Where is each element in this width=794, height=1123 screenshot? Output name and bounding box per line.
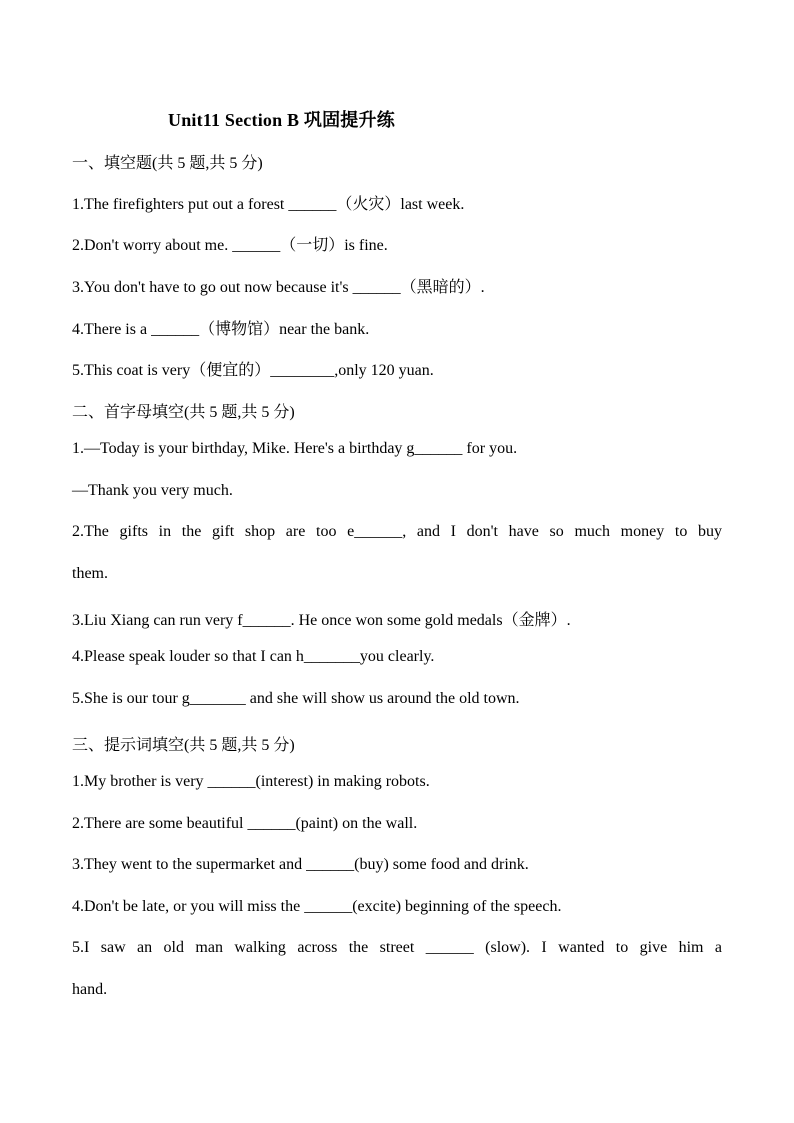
question-line: 4.There is a ______（博物馆）near the bank.: [72, 321, 370, 338]
section-heading-hint-word: 三、提示词填空(共 5 题,共 5 分): [72, 737, 295, 754]
question-line: hand.: [72, 981, 108, 998]
question-line: 1.My brother is very ______(interest) in making robots.: [72, 773, 430, 790]
question-line: 2.There are some beautiful ______(paint) on the wall.: [72, 815, 418, 832]
question-line: 1.The firefighters put out a forest ______（火灾）last week.: [72, 196, 465, 213]
section-heading-fill-blank: 一、填空题(共 5 题,共 5 分): [72, 155, 263, 172]
question-line: 5.I saw an old man walking across the street ______ (slow). I wanted to give him a: [72, 939, 722, 956]
question-line: 3.They went to the supermarket and ______(buy) some food and drink.: [72, 856, 529, 873]
page-title: Unit11 Section B 巩固提升练: [168, 110, 395, 130]
question-line: 3.Liu Xiang can run very f______. He once won some gold medals（金牌）.: [72, 612, 571, 629]
question-line: 5.This coat is very（便宜的）________,only 120 yuan.: [72, 362, 434, 379]
question-line: 2.The gifts in the gift shop are too e______, and I don't have so much money to buy: [72, 523, 722, 540]
question-line: —Thank you very much.: [72, 482, 233, 499]
question-line: 5.She is our tour g_______ and she will show us around the old town.: [72, 690, 520, 707]
question-line: 3.You don't have to go out now because it's ______（黑暗的）.: [72, 279, 485, 296]
question-line: them.: [72, 565, 108, 582]
question-line: 1.—Today is your birthday, Mike. Here's a birthday g______ for you.: [72, 440, 518, 457]
question-line: 2.Don't worry about me. ______（一切）is fine.: [72, 237, 388, 254]
question-line: 4.Don't be late, or you will miss the ______(excite) beginning of the speech.: [72, 898, 562, 915]
question-line: 4.Please speak louder so that I can h_______you clearly.: [72, 648, 435, 665]
section-heading-initial-letter: 二、首字母填空(共 5 题,共 5 分): [72, 404, 295, 421]
